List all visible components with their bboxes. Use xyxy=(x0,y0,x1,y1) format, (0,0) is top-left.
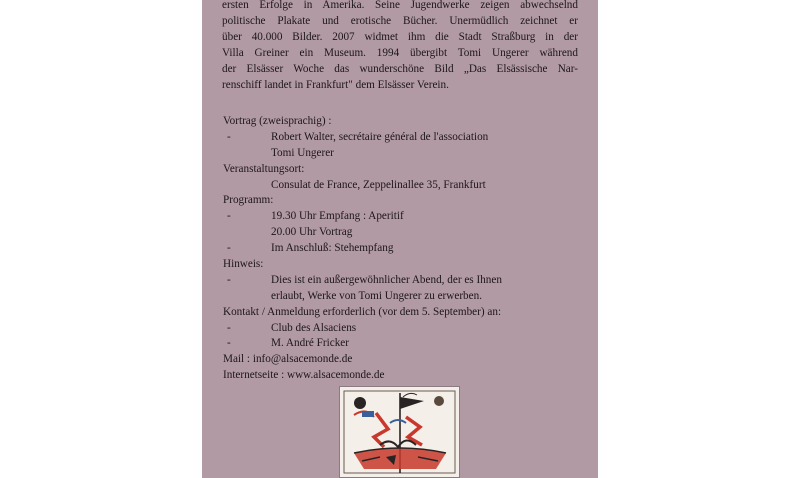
programm-label: Programm: xyxy=(223,194,274,207)
article-line: der Elsässer Woche das wunderschöne Bild „Das Elsässische Nar- xyxy=(222,63,578,75)
kontakt-label: Kontakt / Anmeldung erforderlich (vor dem 5. September) an: xyxy=(223,305,502,318)
kontakt-item: - Club des Alsaciens xyxy=(223,321,583,337)
article-line: ersten Erfolge in Amerika. Seine Jugendwerke zeigen abwechselnd xyxy=(222,0,578,11)
hinweis-label: Hinweis: xyxy=(223,258,264,271)
article-line: Villa Greiner ein Museum. 1994 übergibt Tomi Ungerer während xyxy=(222,47,578,59)
ship-illustration xyxy=(339,386,460,478)
list-dash: - xyxy=(227,130,231,143)
programm-item: - 19.30 Uhr Empfang : Aperitif xyxy=(223,209,583,225)
article-line: politische Plakate und erotische Bücher. Unermüdlich zeichnet er xyxy=(222,15,578,27)
vortrag-label: Vortrag (zweisprachig) : xyxy=(223,115,332,127)
website-line: Internetseite : www.alsacemonde.de xyxy=(223,369,385,382)
ort-label: Veranstaltungsort: xyxy=(223,162,305,175)
list-dash: - xyxy=(227,210,231,223)
list-dash: - xyxy=(227,337,231,350)
hinweis-item-continued: erlaubt, Werke von Tomi Ungerer zu erwerben. xyxy=(271,289,483,302)
list-dash: - xyxy=(227,321,231,334)
mail-line: Mail : info@alsacemonde.de xyxy=(223,353,353,366)
article-line: renschiff landet in Frankfurt" dem Elsässer Verein. xyxy=(222,79,449,91)
list-dash: - xyxy=(227,273,231,286)
narrenschiff-drawing xyxy=(340,387,459,477)
article-line: über 40.000 Bilder. 2007 widmet ihm die Stadt Straßburg in der xyxy=(222,31,578,43)
article-paragraph xyxy=(222,0,578,93)
programm-item: - Im Anschluß: Stehempfang xyxy=(223,241,583,257)
event-info xyxy=(223,114,583,384)
speaker-item: - Robert Walter, secrétaire général de l'association xyxy=(223,130,583,146)
list-dash: - xyxy=(227,242,231,255)
speaker-item-continued: Tomi Ungerer xyxy=(271,146,334,159)
programm-item-continued: 20.00 Uhr Vortrag xyxy=(271,226,353,239)
kontakt-item: - M. André Fricker xyxy=(223,336,583,352)
ort-value: Consulat de France, Zeppelinallee 35, Frankfurt xyxy=(271,178,486,191)
hinweis-item: - Dies ist ein außergewöhnlicher Abend, der es Ihnen xyxy=(223,273,583,289)
